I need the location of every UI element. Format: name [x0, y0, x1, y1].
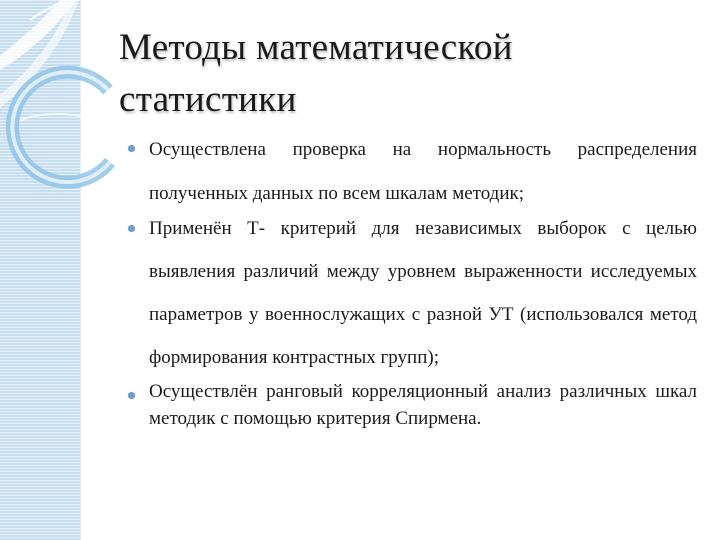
- bullet-icon: [128, 145, 135, 152]
- slide-title: Методы математической статистики: [119, 27, 513, 120]
- list-item: Осуществлена проверка на нормальность распределения полученных данных по всем шкалам методик;: [149, 139, 697, 204]
- bullet-icon: [128, 392, 135, 399]
- bullet-icon: [128, 225, 135, 232]
- list-item: Осуществлён ранговый корреляционный анализ различных шкал методик с помощью критерия Спирмена.: [149, 381, 697, 429]
- list-item: Применён Т- критерий для независимых выборок с целью выявления различий между уровнем выраженности исследуемых параметров у военнослужащих с разной УТ (использовался метод формирования контрастных групп);: [149, 218, 697, 368]
